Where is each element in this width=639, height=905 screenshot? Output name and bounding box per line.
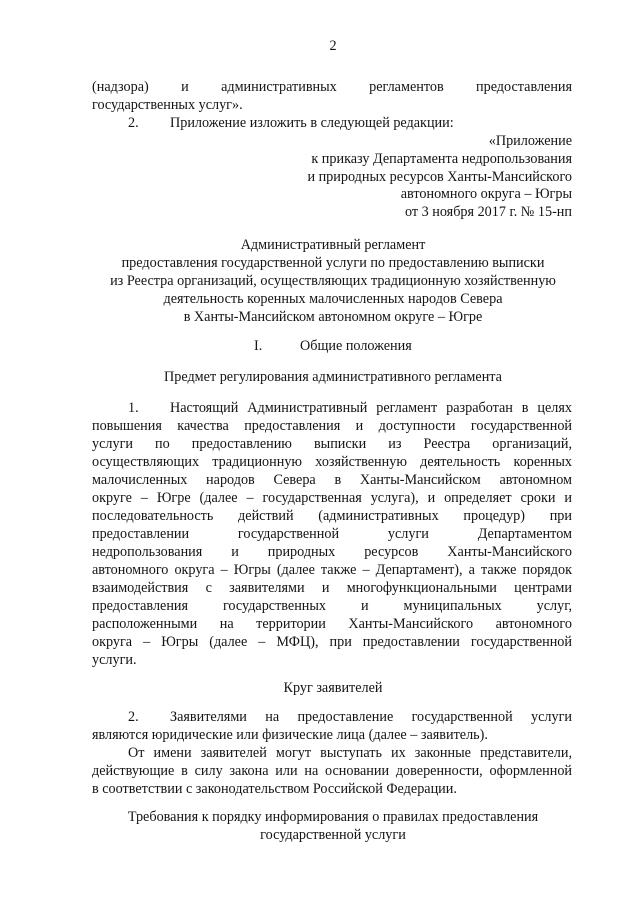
paragraph-1-line: осуществляющих традиционную хозяйственную деятельность коренных (92, 454, 572, 470)
paragraph-1-first-line: Настоящий Административный регламент разработан в целях (170, 400, 572, 416)
paragraph-1-line: округе – Югре (далее – государственная услуга), и определяет сроки и (92, 490, 572, 506)
paragraph-1-line: услуги по предоставлению выписки из Реестра организаций, (92, 436, 572, 452)
paragraph-1-line: недропользования и природных ресурсов Ханты-Мансийского (92, 544, 572, 560)
intro-word: (надзора) (92, 79, 149, 95)
section-heading: Общие положения (300, 338, 412, 354)
appendix-header-line-3: и природных ресурсов Ханты-Мансийского (307, 169, 572, 185)
subheading-information-line-1: Требования к порядку информирования о правилах предоставления (127, 809, 539, 825)
title-line-2: предоставления государственной услуги по предоставлению выписки (121, 255, 545, 271)
section-numeral: I. (254, 338, 263, 354)
paragraph-1-line: автономного округа – Югры (далее также – Департамент), а также порядок (92, 562, 572, 578)
title-line-3: из Реестра организаций, осуществляющих традиционную хозяйственную (110, 273, 556, 289)
paragraph-1-line: предоставления государственных и муниципальных услуг, (92, 598, 572, 614)
title-line-4: деятельность коренных малочисленных народов Севера (163, 291, 503, 307)
paragraph-1-line: расположенными на территории Ханты-Мансийского автономного (92, 616, 572, 632)
paragraph-1-line: взаимодействия с заявителями и многофункциональными центрами (92, 580, 572, 596)
intro-word: административных (221, 79, 337, 95)
title-line-1: Административный регламент (240, 237, 426, 253)
item-2-text: Приложение изложить в следующей редакции: (170, 115, 454, 131)
subheading-information-line-2: государственной услуги (260, 827, 406, 843)
title-line-5: в Ханты-Мансийском автономном округе – Югре (183, 309, 483, 325)
intro-line-2: государственных услуг». (92, 97, 243, 113)
paragraph-1-number: 1. (128, 400, 139, 416)
paragraph-3-first-line: От имени заявителей могут выступать их законные представители, (128, 745, 572, 761)
appendix-header-line-5: от 3 ноября 2017 г. № 15-нп (404, 204, 572, 220)
paragraph-2-last-line: являются юридические или физические лица (далее – заявитель). (92, 727, 488, 743)
paragraph-2-first-line: Заявителями на предоставление государственной услуги (170, 709, 572, 725)
item-2-number: 2. (128, 115, 139, 131)
paragraph-1-line: последовательность действий (административных процедур) при (92, 508, 572, 524)
paragraph-3-line: действующие в силу закона или на основании доверенности, оформленной (92, 763, 572, 779)
appendix-header-line-4: автономного округа – Югры (400, 186, 572, 202)
subheading-subject: Предмет регулирования административного регламента (164, 369, 502, 385)
intro-word: предоставления (476, 79, 573, 95)
paragraph-3-last-line: в соответствии с законодательством Российской Федерации. (92, 781, 457, 797)
paragraph-1-line: предоставлении государственной услуги Департаментом (92, 526, 572, 542)
paragraph-1-line: малочисленных народов Севера в Ханты-Мансийском автономном (92, 472, 572, 488)
page-number: 2 (329, 38, 337, 54)
paragraph-1-line: повышения качества предоставления и доступности государственной (92, 418, 572, 434)
paragraph-1-line: округа – Югры (далее – МФЦ), при предоставлении государственной (92, 634, 572, 650)
paragraph-2-number: 2. (128, 709, 139, 725)
appendix-header-line-1: «Приложение (488, 133, 572, 149)
intro-word: и (181, 79, 189, 95)
paragraph-1-last-line: услуги. (92, 652, 137, 668)
intro-word: регламентов (369, 79, 444, 95)
appendix-header-line-2: к приказу Департамента недропользования (311, 151, 572, 167)
intro-line-1 (92, 78, 572, 96)
subheading-applicants: Круг заявителей (283, 680, 383, 696)
